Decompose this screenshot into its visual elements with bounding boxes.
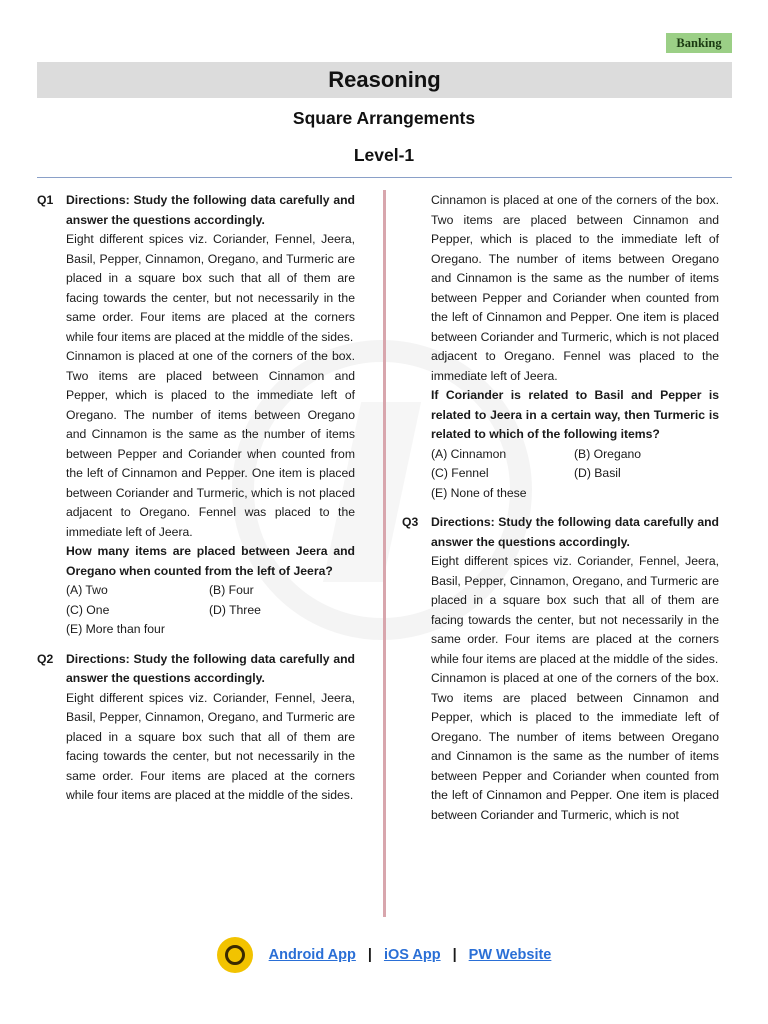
option-d[interactable]: (D) Three <box>209 602 261 617</box>
page-subtitle: Square Arrangements <box>292 108 476 128</box>
title-bar <box>37 62 732 98</box>
passage-paragraph: Eight different spices viz. Coriander, Fennel, Jeera, Basil, Pepper, Cinnamon, Oregano, and Turmeric are placed in a square box such that all of them are facing towards the center, but not necessarily in the same order. Four items are placed at the corners while four items are placed at the middle of the sides. <box>66 232 355 344</box>
option-a[interactable]: (A) Cinnamon <box>431 446 507 461</box>
option-b[interactable]: (B) Four <box>209 583 254 597</box>
directions-text: Directions: Study the following data carefully and answer the questions accordingly. <box>66 651 355 685</box>
question-number: Q2 <box>37 651 54 666</box>
option-c[interactable]: (C) Fennel <box>431 466 489 480</box>
option-b[interactable]: (B) Oregano <box>574 446 642 461</box>
column-divider <box>383 190 386 917</box>
passage-paragraph: Cinnamon is placed at one of the corners of the box. Two items are placed between Cinnamon and Pepper, which is placed to the immediate left of Oregano. The number of items between Oregano and Cinnamon is the same as the number of items between Pepper and Coriander when counted from the left of Cinnamon and Pepper. One item is placed between Coriander and Turmeric, which is not <box>431 671 719 822</box>
footer-separator: | <box>367 947 372 963</box>
question-q3 <box>402 513 719 825</box>
passage-paragraph: Cinnamon is placed at one of the corners of the box. Two items are placed between Cinnamon and Pepper, which is placed to the immediate left of Oregano. The number of items between Oregano and Cinnamon is the same as the number of items between Pepper and Coriander when counted from the left of Cinnamon and Pepper. One item is placed between Coriander and Turmeric, which is not placed adjacent to Oregano. Fennel was placed to the immediate left of Jeera. <box>431 193 719 383</box>
customer-service-icon <box>217 937 253 973</box>
page-title: Reasoning <box>328 67 441 92</box>
pw-website-link[interactable]: PW Website <box>468 947 552 963</box>
option-a[interactable]: (A) Two <box>66 583 108 597</box>
question-q2-continued <box>402 191 719 503</box>
left-column <box>37 191 355 806</box>
question-number: Q3 <box>402 515 419 529</box>
passage-paragraph: Eight different spices viz. Coriander, Fennel, Jeera, Basil, Pepper, Cinnamon, Oregano, and Turmeric are placed in a square box such that all of them are facing towards the center, but not necessarily in the same order. Four items are placed at the corners while four items are placed at the middle of the sides. <box>66 690 355 802</box>
android-app-link[interactable]: Android App <box>268 947 356 963</box>
directions-text: Directions: Study the following data carefully and answer the questions accordingly. <box>66 193 355 227</box>
options-list <box>431 445 719 504</box>
ios-app-link[interactable]: iOS App <box>383 947 441 963</box>
question-text: If Coriander is related to Basil and Pepper is related to Jeera in a certain way, then Turmeric is related to which of the following items? <box>431 388 719 441</box>
level-label: Level-1 <box>353 145 415 165</box>
option-d[interactable]: (D) Basil <box>574 466 621 480</box>
option-c[interactable]: (C) One <box>66 602 110 617</box>
passage-paragraph: Eight different spices viz. Coriander, Fennel, Jeera, Basil, Pepper, Cinnamon, Oregano, and Turmeric are placed in a square box such that all of them are facing towards the center, but not necessarily in the same order. Four items are placed at the corners while four items are placed at the middle of the sides. <box>431 554 719 666</box>
footer-links <box>0 935 768 975</box>
option-e[interactable]: (E) More than four <box>66 622 165 636</box>
header-divider <box>37 177 732 178</box>
options-list <box>66 581 355 640</box>
directions-text: Directions: Study the following data carefully and answer the questions accordingly. <box>431 515 719 549</box>
passage-paragraph: Cinnamon is placed at one of the corners of the box. Two items are placed between Cinnamon and Pepper, which is placed to the immediate left of Oregano. The number of items between Oregano and Cinnamon is the same as the number of items between Pepper and Coriander when counted from the left of Cinnamon and Pepper. One item is placed between Coriander and Turmeric, which is not placed adjacent to Oregano. Fennel was placed to the immediate left of Jeera. <box>66 349 355 539</box>
right-column <box>402 191 719 825</box>
question-text: How many items are placed between Jeera and Oregano when counted from the left of Jeera? <box>66 544 355 578</box>
footer-separator: | <box>452 947 457 963</box>
category-badge: Banking <box>666 33 732 53</box>
question-number: Q1 <box>37 193 54 207</box>
question-q1 <box>37 191 355 640</box>
question-q2 <box>37 650 355 806</box>
option-e[interactable]: (E) None of these <box>431 485 527 500</box>
